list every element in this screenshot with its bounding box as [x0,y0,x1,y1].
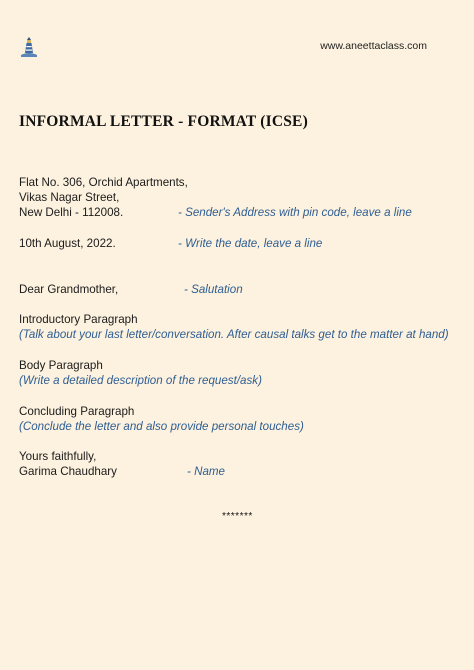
subscription: Yours faithfully, [19,450,97,463]
sender-address-line-1: Flat No. 306, Orchid Apartments, [19,176,188,189]
site-url[interactable]: www.aneettaclass.com [320,40,427,52]
lighthouse-logo-icon [20,36,38,58]
body-heading: Body Paragraph [19,359,103,372]
body-guide: (Write a detailed description of the request/ask) [19,374,262,387]
sender-address-line-3: New Delhi - 112008. [19,206,124,219]
introductory-heading: Introductory Paragraph [19,313,138,326]
name-note: - Name [187,465,226,478]
letter-date: 10th August, 2022. [19,237,116,250]
sender-address-line-2: Vikas Nagar Street, [19,191,120,204]
end-mark: ******* [221,511,253,522]
salutation-note: - Salutation [184,283,243,296]
concluding-heading: Concluding Paragraph [19,405,135,418]
document-title: INFORMAL LETTER - FORMAT (ICSE) [19,113,308,130]
concluding-guide: (Conclude the letter and also provide personal touches) [19,420,304,433]
date-note: - Write the date, leave a line [178,237,323,250]
salutation: Dear Grandmother, [19,283,119,296]
sender-name: Garima Chaudhary [19,465,117,478]
sender-address-note: - Sender's Address with pin code, leave a line [178,206,412,219]
introductory-guide: (Talk about your last letter/conversation. After causal talks get to the matter at hand) [19,328,449,341]
